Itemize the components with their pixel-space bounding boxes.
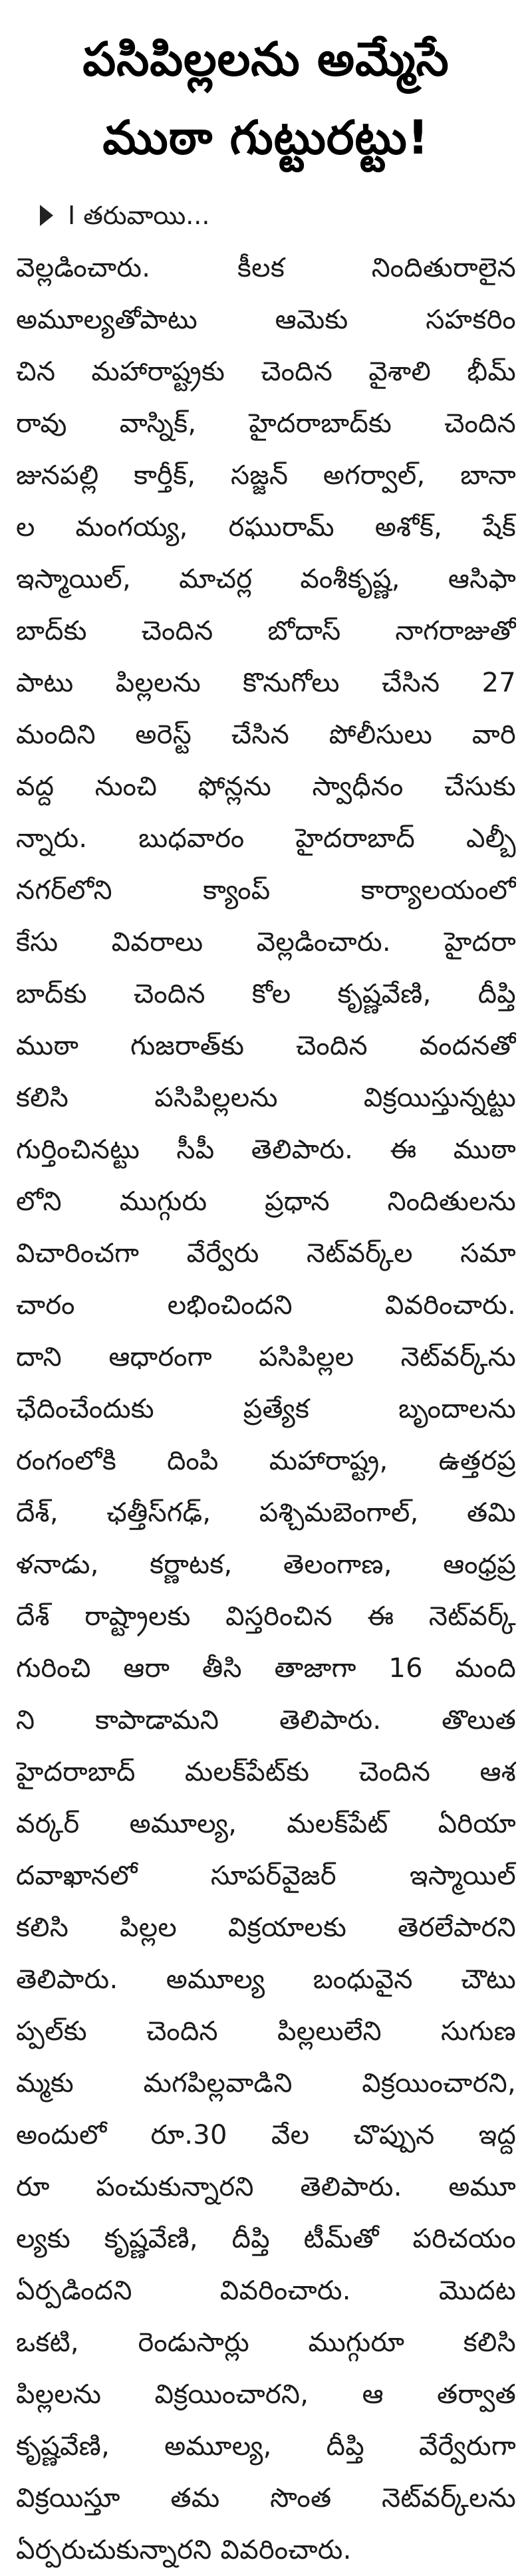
body-line: ని కాపాడామని తెలిపారు. తొలుత <box>16 1705 516 1736</box>
body-line: ల్యకు కృష్ణవేణి, దీప్తి టీమ్‌తో పరిచయం <box>16 2224 516 2254</box>
body-line: గుర్తించినట్టు సీపీ తెలిపారు. ఈ ముఠా <box>16 1134 516 1165</box>
body-line: దవాఖానలో సూపర్‌వైజర్ ఇస్మాయిల్ <box>16 1861 516 1891</box>
body-line: హైదరాబాద్ మలక్‌పేట్‌కు చెందిన ఆశ <box>16 1757 516 1787</box>
body-line: దేశ్, ఛత్తీస్‌గఢ్, పశ్చిమబెంగాల్, తమి <box>16 1497 516 1528</box>
body-line: ఏర్పడిందని వివరించారు. మొదట <box>16 2275 516 2306</box>
body-line: పాటు పిల్లలను కొనుగోలు చేసిన 27 <box>16 668 516 698</box>
body-line: నగర్‌లోని క్యాంప్ కార్యాలయంలో <box>16 875 516 906</box>
body-line: జునపల్లి కార్తీక్, సజ్జన్ అగర్వాల్, బానా <box>16 460 516 491</box>
headline-line-1: పసిపిల్లలను అమ్మేసే <box>82 32 450 86</box>
body-line: వెల్లడించారు. కీలక నిందితురాలైన <box>16 253 516 283</box>
body-line: మందిని అరెస్ట్ చేసిన పోలీసులు వారి <box>16 719 516 750</box>
body-line: అమూల్యతోపాటు ఆమెకు సహకరిం <box>16 305 516 335</box>
body-line: దాని ఆధారంగా పసిపిల్లల నెట్‌వర్క్‌ను <box>16 1342 516 1372</box>
body-line: ఇస్మాయిల్, మాచర్ల వంశీకృష్ణ, ఆసిఫా <box>16 564 516 594</box>
body-line: వర్కర్ అమూల్య, మలక్‌పేట్ ఏరియా <box>16 1809 516 1839</box>
body-line: విక్రయిస్తూ తమ సొంత నెట్‌వర్క్‌లను <box>16 2483 516 2513</box>
body-line: ప్పల్‌కు చెందిన పిల్లలులేని సుగుణ <box>16 2016 516 2047</box>
body-line: న్నారు. బుధవారం హైదరాబాద్ ఎల్బీ <box>16 823 516 854</box>
headline <box>16 20 516 177</box>
body-line: ఏర్పరుచుకున్నారని వివరించారు. <box>16 2535 352 2565</box>
body-line: ఒకటి, రెండుసార్లు ముగ్గురూ కలిసి <box>16 2327 516 2358</box>
body-line: ళనాడు, కర్ణాటక, తెలంగాణ, ఆంధ్రప్ర <box>16 1549 516 1580</box>
body-line: లోని ముగ్గురు ప్రధాన నిందితులను <box>16 1186 516 1217</box>
body-line: తెలిపారు. అమూల్య బంధువైన చౌటు <box>16 1964 516 1995</box>
body-line: దేశ్ రాష్ట్రాలకు విస్తరించిన ఈ నెట్‌వర్క్ <box>16 1601 516 1632</box>
body-line: రావు వాస్నిక్, హైదరాబాద్‌కు చెందిన <box>16 408 516 439</box>
body-line: బాద్‌కు చెందిన బోదాస్ నాగరాజుతో <box>16 616 516 646</box>
body-line: విచారించగా వేర్వేరు నెట్‌వర్క్‌ల సమా <box>16 1238 516 1269</box>
body-line: కలిసి పసిపిల్లలను విక్రయిస్తున్నట్టు <box>16 1083 516 1113</box>
body-line: మ్మకు మగపిల్లవాడిని విక్రయించారని, <box>16 2068 516 2099</box>
continuation-label: I తరువాయి... <box>68 201 210 230</box>
headline-line-2: ముఠా గుట్టురట్టు! <box>102 110 430 165</box>
body-line: రూ పంచుకున్నారని తెలిపారు. అమూ <box>16 2172 516 2202</box>
continuation-marker <box>40 195 516 235</box>
body-line: చారం లభించిందని వివరించారు. <box>16 1290 516 1321</box>
body-line: కలిసి పిల్లల విక్రయాలకు తెరలేపారని <box>16 1912 516 1943</box>
body-line: ఛేదించేందుకు ప్రత్యేక బృందాలను <box>16 1394 516 1424</box>
body-line: ల మంగయ్య, రఘురామ్ అశోక్, షేక్ <box>16 512 516 543</box>
chevron-right-icon <box>40 205 53 226</box>
body-line: కృష్ణవేణి, అమూల్య, దీప్తి వేర్వేరుగా <box>16 2431 516 2462</box>
body-line: కేసు వివరాలు వెల్లడించారు. హైదరా <box>16 927 516 958</box>
body-line: అందులో రూ.30 వేల చొప్పున ఇద్ద <box>16 2120 516 2150</box>
body-line: ముఠా గుజరాత్‌కు చెందిన వందనతో <box>16 1031 516 1061</box>
body-line: పిల్లలను విక్రయించారని, ఆ తర్వాత <box>16 2379 516 2410</box>
body-line: బాద్‌కు చెందిన కోల కృష్ణవేణి, దీప్తి <box>16 979 516 1009</box>
body-line: చిన మహారాష్ట్రకు చెందిన వైశాలి భీమ్ <box>16 356 516 387</box>
body-line: రంగంలోకి దింపి మహారాష్ట్ర, ఉత్తరప్ర <box>16 1446 516 1476</box>
body-line: గురించి ఆరా తీసి తాజాగా 16 మంది <box>16 1653 516 1684</box>
article-body <box>16 242 516 2576</box>
body-line: వద్ద నుంచి ఫోన్లను స్వాధీనం చేసుకు <box>16 771 516 802</box>
